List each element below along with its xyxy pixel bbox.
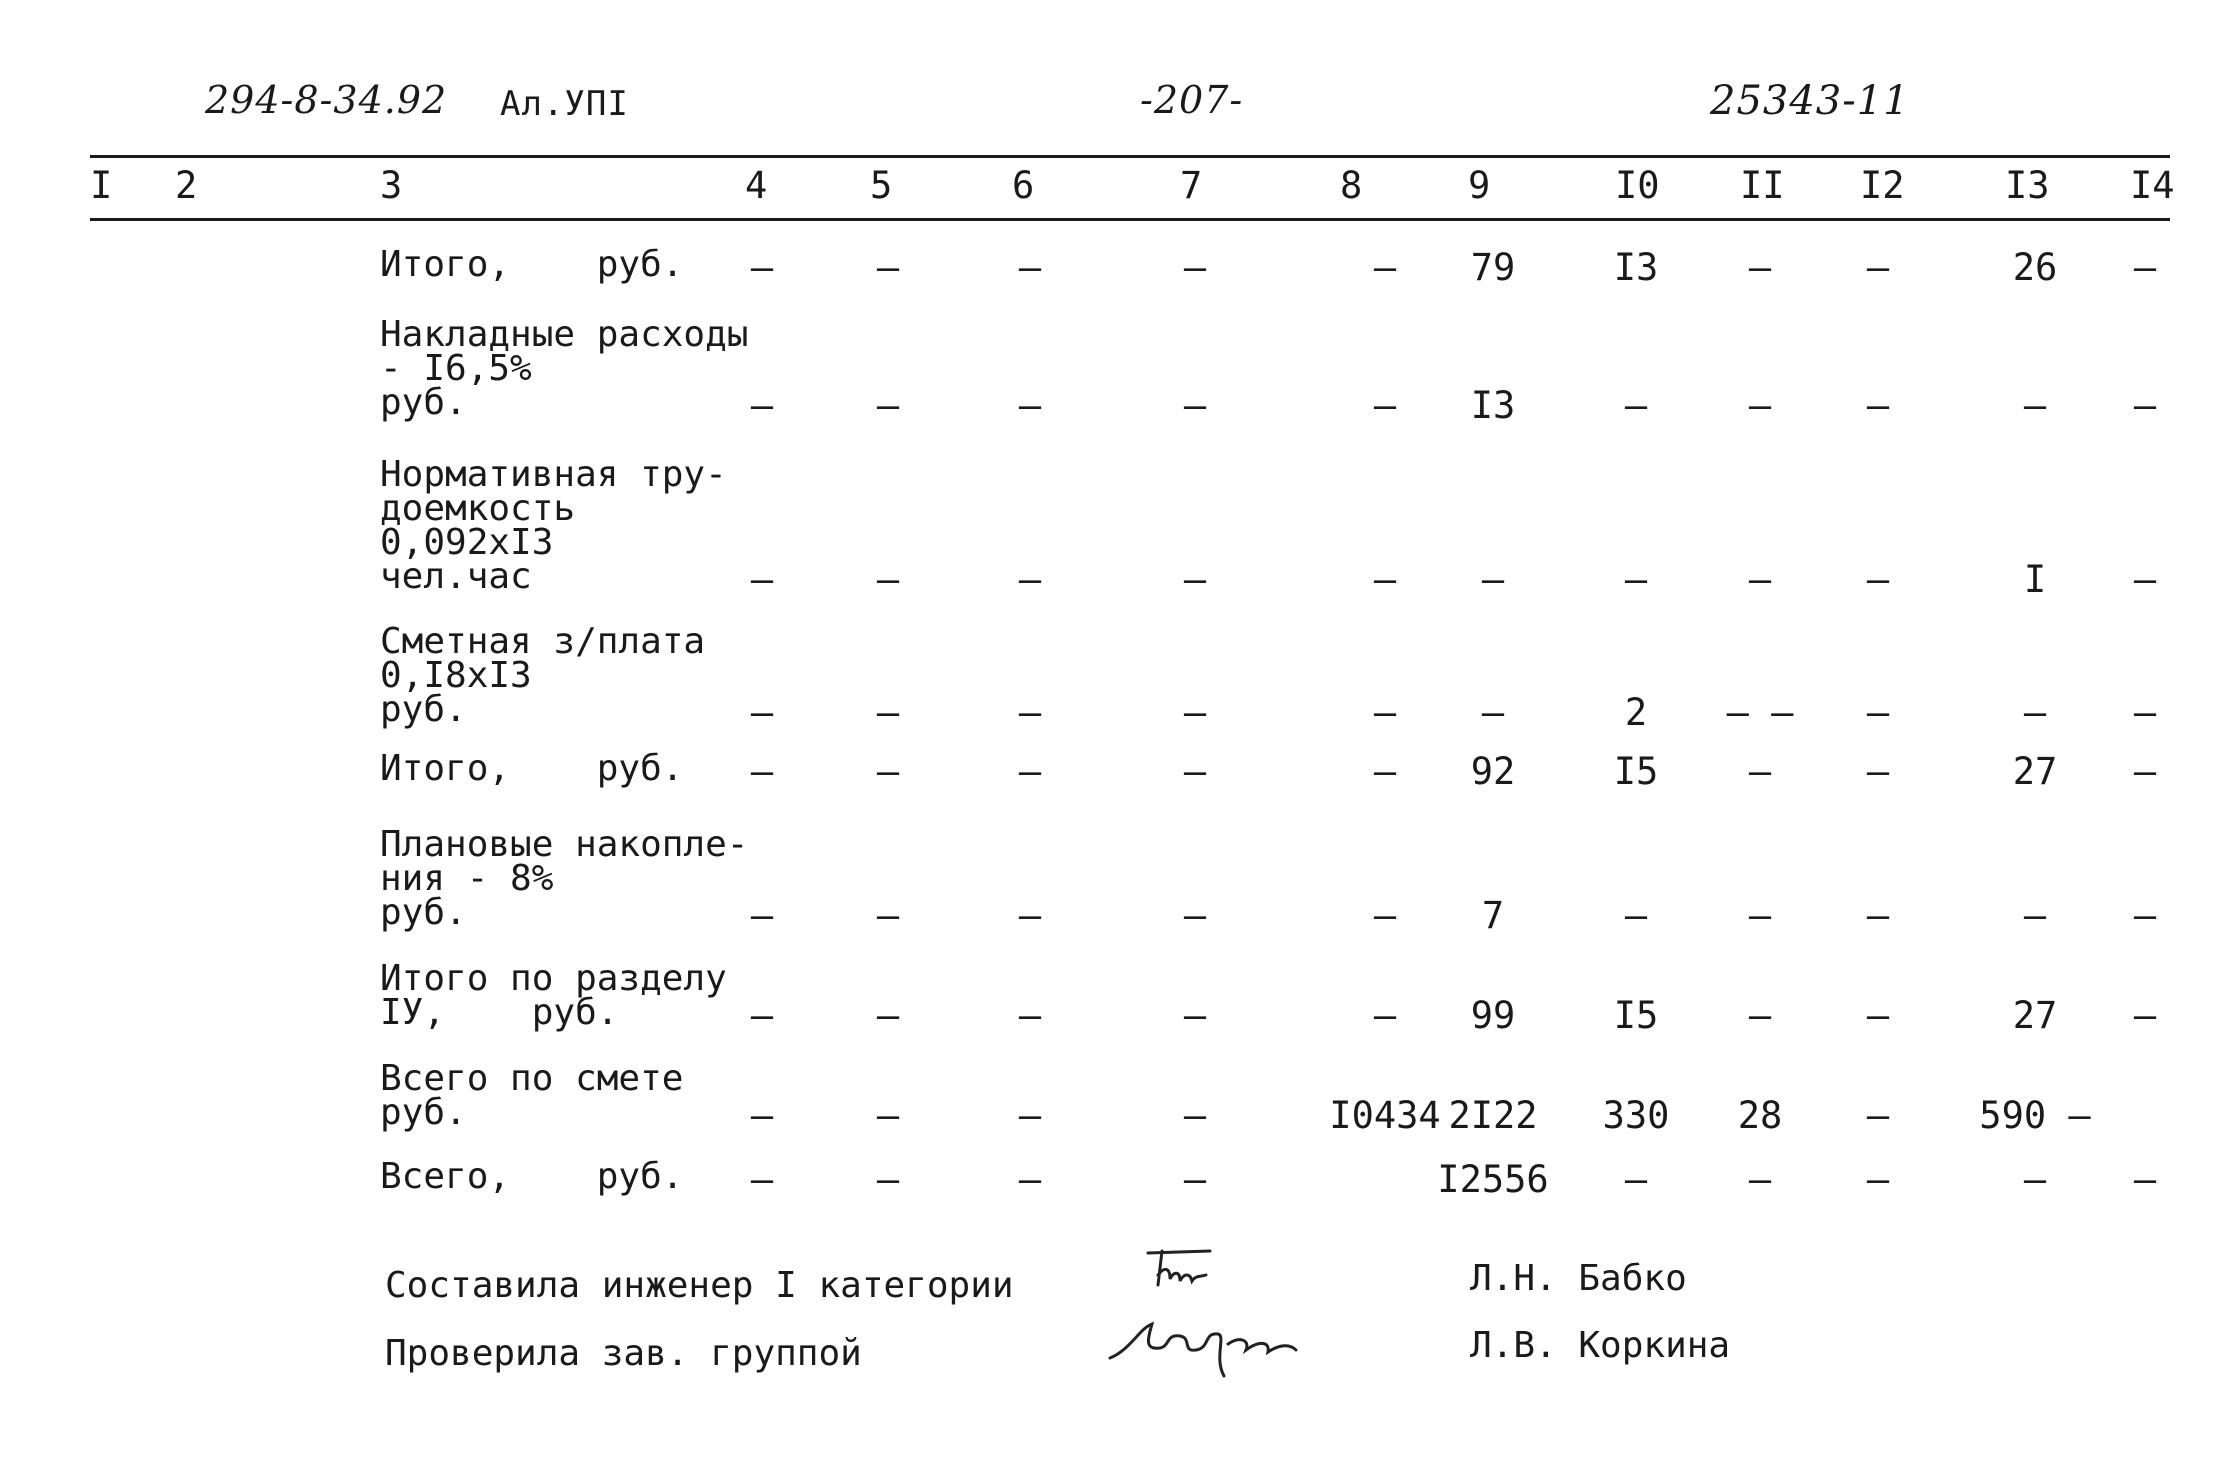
table-top-rule [90,155,2170,158]
cell-col-7: – [1183,750,1207,793]
cell-col-12: – [1866,1094,1890,1137]
cell-col-11: 28 [1737,1094,1783,1137]
cell-col-8: – [1373,246,1397,289]
cell-col-6: – [1018,750,1042,793]
cell-col-14: – [2133,750,2157,793]
cell-col-5: – [876,691,900,734]
cell-col-13: I [2023,558,2047,601]
cell-col-11: – [1748,246,1772,289]
cell-col-14: – [2133,384,2157,427]
cell-col-12: – [1866,246,1890,289]
cell-col-10: – [1624,384,1648,427]
cell-col-4: – [750,894,774,937]
cell-col-7: – [1183,894,1207,937]
cell-col-6: – [1018,994,1042,1037]
cell-col-13: – [2023,894,2047,937]
cell-col-13: 26 [2012,246,2058,289]
cell-col-14: – [2133,894,2157,937]
column-number-4: 4 [745,164,768,207]
checked-by-name: Л.В. Коркина [1470,1325,1731,1366]
cell-col-6: – [1018,894,1042,937]
cell-col-9: – [1481,558,1505,601]
cell-col-7: – [1183,384,1207,427]
cell-col-12: – [1866,691,1890,734]
cell-col-10: I5 [1613,750,1659,793]
cell-col-4: – [750,1158,774,1201]
cell-col-4: – [750,691,774,734]
column-number-9: 9 [1468,164,1491,207]
column-number-13: I3 [2005,164,2050,207]
cell-col-5: – [876,246,900,289]
cell-col-7: – [1183,1094,1207,1137]
column-number-11: II [1740,164,1785,207]
cell-col-6: – [1018,691,1042,734]
cell-col-6: – [1018,246,1042,289]
cell-col-13: – [2023,1158,2047,1201]
table-header-rule [90,218,2170,221]
cell-col-8: – [1373,894,1397,937]
row-description: Итого, руб. [380,748,684,789]
cell-col-11: – – [1726,691,1794,734]
row-description: Всего, руб. [380,1156,684,1197]
cell-col-13: 590 – [1979,1094,2091,1137]
cell-col-10: 330 [1602,1094,1670,1137]
checked-by-label: Проверила зав. группой [385,1333,862,1374]
cell-col-11: – [1748,994,1772,1037]
cell-col-13: – [2023,691,2047,734]
column-number-10: I0 [1615,164,1660,207]
cell-col-5: – [876,994,900,1037]
checker-signature [1100,1310,1320,1380]
cell-col-5: – [876,750,900,793]
cell-col-11: – [1748,558,1772,601]
cell-col-8: – [1373,691,1397,734]
compiled-by-name: Л.Н. Бабко [1470,1258,1687,1299]
cell-col-14: – [2133,558,2157,601]
cell-col-9: 7 [1481,894,1505,937]
cell-col-14: – [2133,1158,2157,1201]
cell-col-4: – [750,384,774,427]
column-number-1: I [90,164,113,207]
cell-col-8: – [1373,384,1397,427]
cell-col-10: – [1624,1158,1648,1201]
column-number-14: I4 [2130,164,2175,207]
cell-col-4: – [750,750,774,793]
column-number-8: 8 [1340,164,1363,207]
column-number-7: 7 [1180,164,1203,207]
cell-col-10: – [1624,558,1648,601]
cell-col-8: – [1373,750,1397,793]
row-description: Итого по разделу IУ, руб. [380,958,727,1033]
cell-col-11: – [1748,750,1772,793]
cell-col-6: – [1018,1158,1042,1201]
document-number: 25343-11 [1710,78,1910,124]
cell-col-11: – [1748,894,1772,937]
row-description: Нормативная тру- доемкость 0,092xI3 чел.час [380,454,727,597]
cell-col-12: – [1866,894,1890,937]
cell-col-13: 27 [2012,994,2058,1037]
column-number-12: I2 [1860,164,1905,207]
row-description: Всего по смете руб. [380,1058,684,1133]
cell-col-4: – [750,246,774,289]
column-number-6: 6 [1012,164,1035,207]
cell-col-12: – [1866,384,1890,427]
cell-col-9: 2I22 [1448,1094,1538,1137]
compiled-by-label: Составила инженер I категории [385,1265,1014,1306]
cell-col-12: – [1866,750,1890,793]
cell-col-7: – [1183,994,1207,1037]
cell-col-10: I5 [1613,994,1659,1037]
cell-col-4: – [750,994,774,1037]
cell-col-7: – [1183,558,1207,601]
column-number-3: 3 [380,164,403,207]
cell-col-6: – [1018,558,1042,601]
cell-col-8: I0434 [1329,1094,1441,1137]
row-description: Накладные расходы - I6,5% руб. [380,314,749,423]
compiler-signature [1140,1245,1220,1295]
cell-col-11: – [1748,1158,1772,1201]
cell-col-4: – [750,1094,774,1137]
cell-col-9: – [1481,691,1505,734]
cell-col-10: 2 [1624,691,1648,734]
document-code: 294-8-34.92 [205,78,448,122]
cell-col-14: – [2133,994,2157,1037]
cell-col-9: I3 [1470,384,1516,427]
cell-col-12: – [1866,558,1890,601]
cell-col-5: – [876,894,900,937]
cell-col-9: I2556 [1437,1158,1549,1201]
cell-col-9: 92 [1470,750,1516,793]
album-label: Ал.УПI [500,84,629,124]
cell-col-12: – [1866,994,1890,1037]
cell-col-4: – [750,558,774,601]
cell-col-14: – [2133,691,2157,734]
cell-col-5: – [876,384,900,427]
cell-col-8: – [1373,558,1397,601]
column-number-2: 2 [175,164,198,207]
cell-col-7: – [1183,691,1207,734]
cell-col-7: – [1183,1158,1207,1201]
cell-col-8: – [1373,994,1397,1037]
cell-col-13: – [2023,384,2047,427]
row-description: Плановые накопле- ния - 8% руб. [380,824,749,933]
cell-col-6: – [1018,384,1042,427]
cell-col-12: – [1866,1158,1890,1201]
cell-col-7: – [1183,246,1207,289]
cell-col-11: – [1748,384,1772,427]
cell-col-5: – [876,1158,900,1201]
column-number-5: 5 [870,164,893,207]
cell-col-13: 27 [2012,750,2058,793]
cell-col-10: I3 [1613,246,1659,289]
row-description: Итого, руб. [380,244,684,285]
cell-col-5: – [876,558,900,601]
cell-col-5: – [876,1094,900,1137]
cell-col-10: – [1624,894,1648,937]
cell-col-9: 79 [1470,246,1516,289]
page-number: -207- [1140,78,1244,122]
row-description: Сметная з/плата 0,I8xI3 руб. [380,621,706,730]
cell-col-9: 99 [1470,994,1516,1037]
cell-col-6: – [1018,1094,1042,1137]
cell-col-14: – [2133,246,2157,289]
